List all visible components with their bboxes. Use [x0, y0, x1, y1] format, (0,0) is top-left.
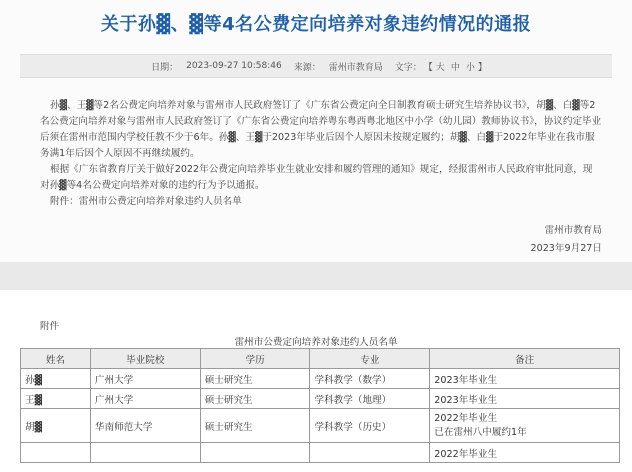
header-name: 姓名 [21, 349, 91, 369]
violation-table [20, 348, 620, 463]
table-title: 雷州市公费定向培养对象违约人员名单 [234, 337, 398, 348]
signing-organization: 雷州市教育局 [544, 225, 602, 236]
cell-school: 广州大学 [90, 369, 200, 389]
cell-major: 学科教学（历史） [310, 409, 430, 443]
paragraph-2: 根据《广东省教育厅关于做好2022年公费定向培养毕业生就业安排和履约管理的通知》规定，经报雷州市人民政府审批同意，现对孙▓等4名公费定向培养对象的违约行为予以通报。 [40, 164, 593, 191]
font-bracket-close: 】 [477, 62, 487, 73]
cell-major: 学科教学（地理） [310, 389, 430, 409]
note-line-1: 2022年毕业生 [434, 412, 498, 424]
attachment-reference: 附件：雷州市公费定向培养对象违约人员名单 [50, 196, 242, 207]
font-bracket-open: 【 [423, 62, 433, 73]
cell-school [90, 443, 200, 463]
table-row [21, 409, 620, 443]
font-size-large-button[interactable]: 大 [435, 62, 445, 73]
cell-degree: 硕士研究生 [200, 389, 310, 409]
table-header-row [21, 349, 620, 369]
header-note: 备注 [430, 349, 620, 369]
attachment-panel [0, 290, 632, 472]
paragraph-1: 孙▓、王▓等2名公费定向培养对象与雷州市人民政府签订了《广东省公费定向全日制教育硕士研究生培养协议书》，胡▓、白▓等2名公费定向培养对象与雷州市人民政府签订了《广东省公费定向培养粤东粤西粤北地区中小学（幼儿园）教师协议书》，协议约定毕业后须在雷州市范围内学校任教不少于6年。孙▓、王▓于2023年毕业后因个人原因未按规定履约；胡▓、白▓于2022年毕业在我市服务满1年后因个人原因不再继续履约。 [40, 100, 602, 159]
font-size-label: 文字： [394, 62, 422, 73]
source-label: 来源： [293, 62, 321, 73]
cell-major [310, 443, 430, 463]
cell-name [21, 443, 91, 463]
signing-date: 2023年9月27日 [530, 243, 602, 254]
cell-note: 2023年毕业生 [430, 369, 620, 389]
meta-bar [20, 54, 612, 78]
cell-major: 学科教学（数学） [310, 369, 430, 389]
page-title: 关于孙▓、▓等4名公费定向培养对象违约情况的通报 [100, 14, 532, 35]
attachment-label: 附件 [40, 321, 60, 332]
note-line-2: 已在雷州八中履约1年 [434, 426, 527, 438]
cell-degree: 硕士研究生 [200, 369, 310, 389]
cell-note [430, 409, 620, 443]
cell-name: 胡▓ [21, 409, 91, 443]
cell-school: 广州大学 [90, 389, 200, 409]
cell-degree [200, 443, 310, 463]
table-row [21, 389, 620, 409]
font-size-medium-button[interactable]: 中 [450, 62, 460, 73]
date-value: 2023-09-27 10:58:46 [186, 61, 282, 71]
cell-name: 孙▓ [21, 369, 91, 389]
cell-note: 2022年毕业生 [430, 443, 620, 463]
notice-body [40, 98, 602, 210]
header-major: 专业 [310, 349, 430, 369]
cell-name: 王▓ [21, 389, 91, 409]
date-label: 日期： [151, 62, 179, 73]
table-row [21, 369, 620, 389]
font-size-small-button[interactable]: 小 [465, 62, 475, 73]
source-value: 雷州市教育局 [328, 62, 383, 73]
cell-school: 华南师范大学 [90, 409, 200, 443]
cell-degree: 硕士研究生 [200, 409, 310, 443]
cell-note: 2023年毕业生 [430, 389, 620, 409]
table-row [21, 443, 620, 463]
header-school: 毕业院校 [90, 349, 200, 369]
header-degree: 学历 [200, 349, 310, 369]
